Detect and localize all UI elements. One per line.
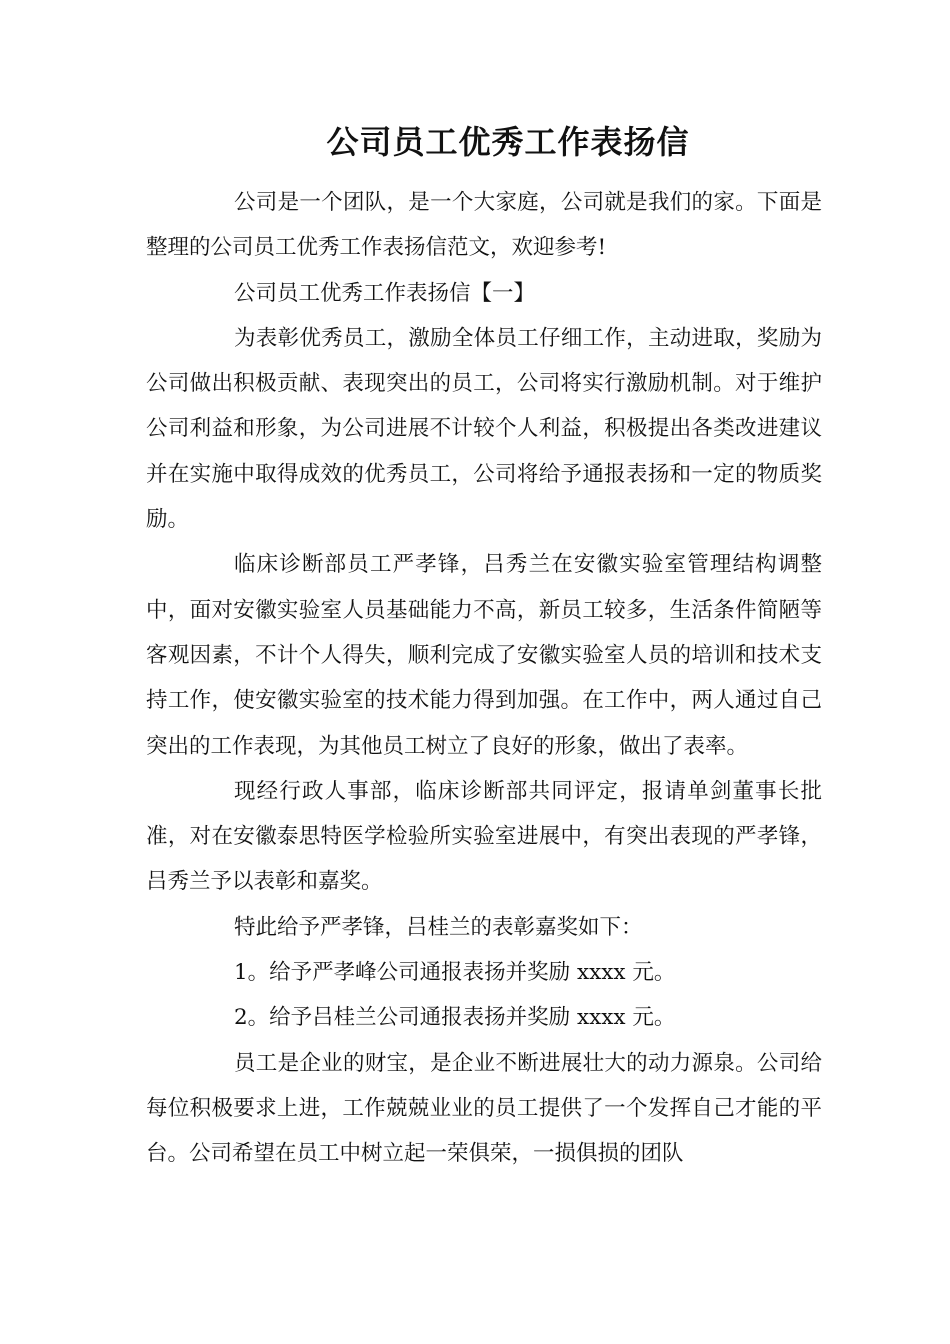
award-item-1: 1。给予严孝峰公司通报表扬并奖励 xxxx 元。 <box>234 960 676 986</box>
paragraph-incentive: 为表彰优秀员工，激励全体员工仔细工作，主动进取，奖励为公司做出积极贡献、表现突出的员工，公司将实行激励机制。对于维护公司利益和形象，为公司进展不计较个人利益，积极提出各类改进建议并在实施中取得成效的优秀员工，公司将给予通报表扬和一定的物质奖励。 <box>146 325 822 533</box>
award-item-2: 2。给予吕桂兰公司通报表扬并奖励 xxxx 元。 <box>234 1005 676 1031</box>
paragraph-employees: 临床诊断部员工严孝锋，吕秀兰在安徽实验室管理结构调整中，面对安徽实验室人员基础能力不高，新员工较多，生活条件简陋等客观因素，不计个人得失，顺利完成了安徽实验室人员的培训和技术支持工作，使安徽实验室的技术能力得到加强。在工作中，两人通过自己突出的工作表现，为其他员工树立了良好的形象，做出了表率。 <box>146 552 822 759</box>
paragraph-intro: 公司是一个团队，是一个大家庭，公司就是我们的家。下面是整理的公司员工优秀工作表扬信范文，欢迎参考! <box>146 190 822 261</box>
document-title: 公司员工优秀工作表扬信 <box>326 123 690 161</box>
paragraph-approval: 现经行政人事部，临床诊断部共同评定，报请单剑董事长批准，对在安徽泰思特医学检验所实验室进展中，有突出表现的严孝锋，吕秀兰予以表彰和嘉奖。 <box>146 778 822 895</box>
document-body <box>146 180 822 1177</box>
paragraph-closing: 员工是企业的财宝，是企业不断进展壮大的动力源泉。公司给每位积极要求上进，工作兢兢业业的员工提供了一个发挥自己才能的平台。公司希望在员工中树立起一荣俱荣，一损俱损的团队 <box>146 1050 822 1167</box>
paragraph-award-intro: 特此给予严孝锋，吕桂兰的表彰嘉奖如下： <box>234 914 643 940</box>
section-heading: 公司员工优秀工作表扬信【一】 <box>234 280 536 306</box>
